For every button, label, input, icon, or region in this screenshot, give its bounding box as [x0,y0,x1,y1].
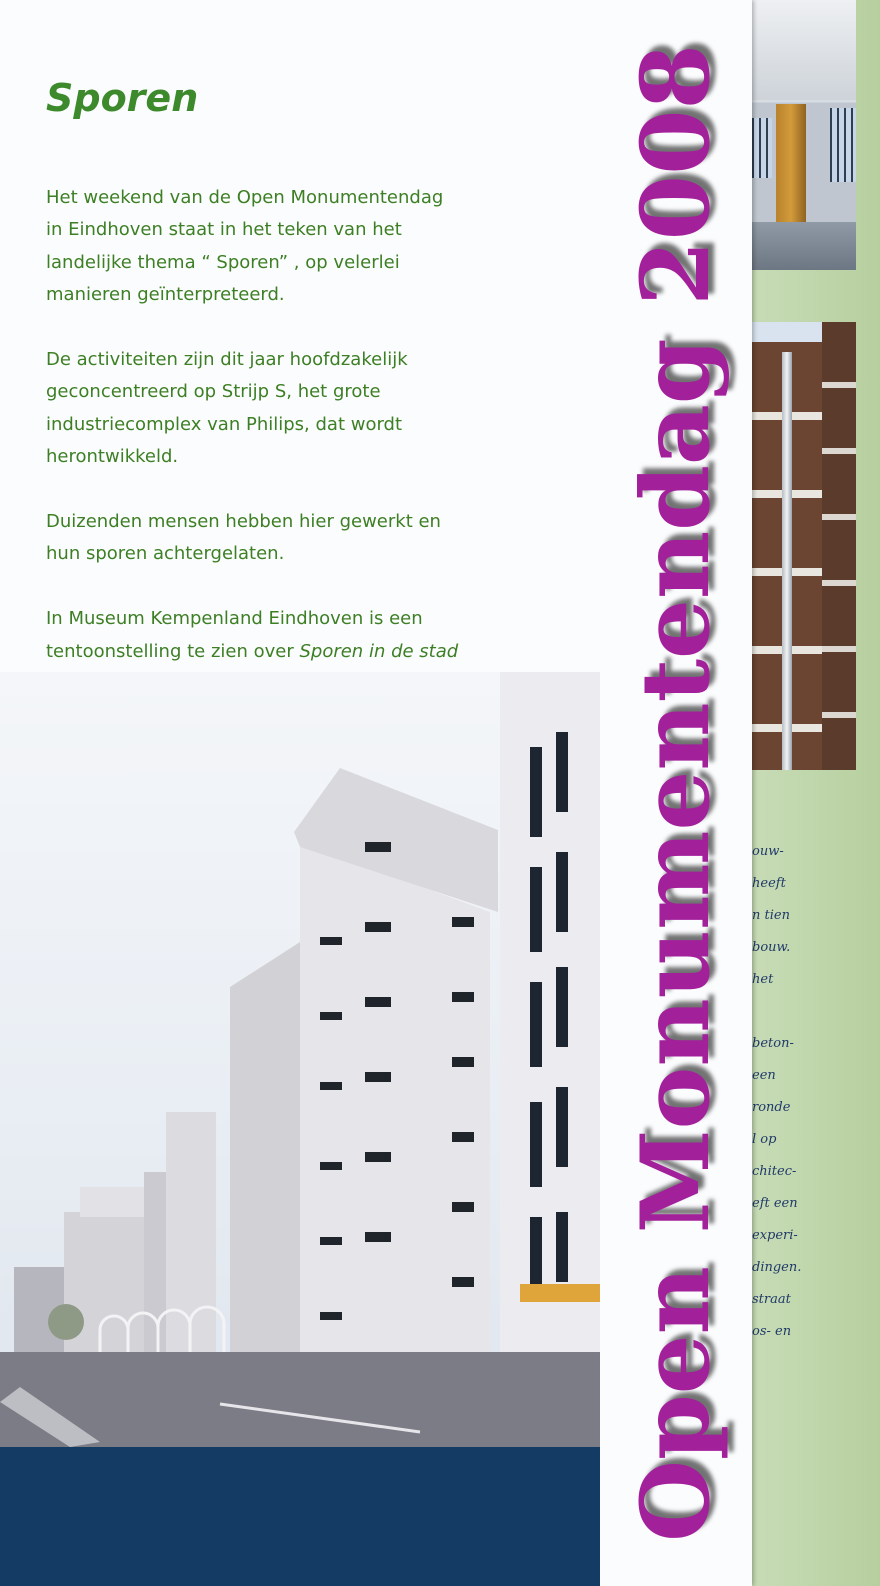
page-title: Sporen [46,76,199,120]
vertical-banner [600,0,752,1586]
photo-ceiling [752,0,856,100]
photo-floor [752,222,856,270]
flap-text-line: het [752,972,774,987]
tower-photo [752,322,856,770]
flap-text-line [752,996,852,1028]
flap-text-line: heeft [752,876,786,891]
photo-window [830,108,856,182]
photo-brick-wall [822,322,856,770]
flap-text [752,836,852,1348]
canopy [520,1284,600,1302]
flap-text-line: eft een [752,1196,798,1211]
flap-text-line: bouw. [752,940,791,955]
flap-text-line: chitec- [752,1164,797,1179]
footer-bar [0,1447,600,1586]
paragraph: Duizenden mensen hebben hier gewerkt en hun sporen achtergelaten. [46,511,441,565]
flap-text-line: beton- [752,1036,794,1051]
slab-building [500,672,600,1372]
paragraph-museum-start: In Museum Kempenland Eindhoven is een tentoonstelling te zien over [46,608,423,662]
interior-photo [752,0,856,270]
flap-text-line: ouw- [752,844,784,859]
flap-text-line: ronde [752,1100,791,1115]
photo-pillar [776,104,806,232]
building-left-face [230,942,300,1362]
paragraph: Het weekend van de Open Monumentendag in Eindhoven staat in het teken van het landelijke thema “ Sporen” , op velerlei manieren geïnterpreteerd. [46,187,444,306]
photo-drainpipe [782,352,792,770]
flap-text-line: n tien [752,908,790,923]
flap-text-line: dingen. [752,1260,802,1275]
strijp-s-building-photo [0,672,600,1447]
tree [48,1304,84,1340]
flap-text-line: een [752,1068,776,1083]
street [0,1352,600,1447]
building-illustration [0,672,600,1447]
distant-building-top [80,1187,144,1217]
photo-window [752,118,772,178]
flap-text-line: os- en [752,1324,792,1339]
flap-text-line: experi- [752,1228,798,1243]
flap-text-line: straat [752,1292,791,1307]
paragraph: De activiteiten zijn dit jaar hoofdzakelijk geconcentreerd op Strijp S, het grote industriecomplex van Philips, dat wordt herontwikkeld. [46,349,408,468]
exhibition-title: Sporen in de stad [299,640,459,662]
flap-text-line: l op [752,1132,777,1147]
banner-title: Open Monumentendag 2008 [621,44,731,1542]
